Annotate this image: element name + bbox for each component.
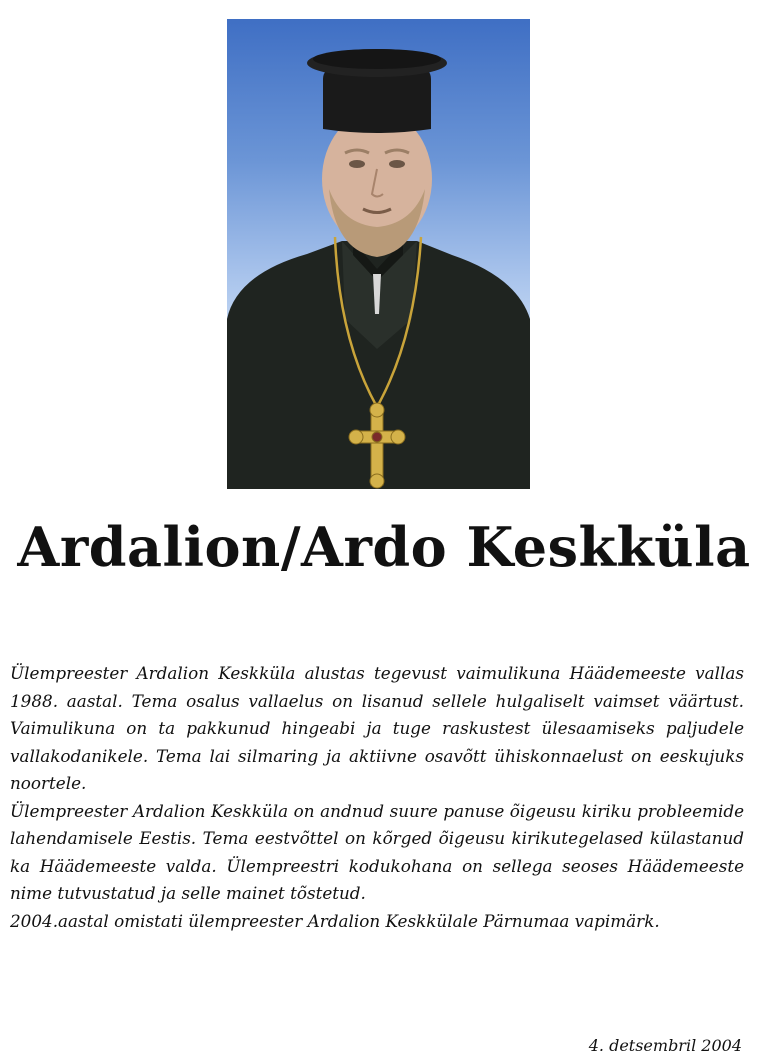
document-date: 4. detsembril 2004 xyxy=(588,1036,742,1055)
biography-text xyxy=(10,660,744,935)
biography-paragraph: Ülempreester Ardalion Keskküla alustas tegevust vaimulikuna Häädemeeste vallas 1988. aastal. Tema osalus vallaelus on lisanud sellele hulgaliselt vaimset väärtust. Vaimulikuna on ta pakkunud hingeabi ja tuge raskustest ülesaamiseks paljudele vallakodanikele. Tema lai silmaring ja aktiivne osavõtt ühiskonnaelust on eeskujuks noortele. xyxy=(10,663,744,793)
portrait-photo xyxy=(227,19,530,489)
biography-paragraph: Ülempreester Ardalion Keskküla on andnud suure panuse õigeusu kiriku probleemide lahendamisele Eestis. Tema eestvõttel on kõrged õigeusu kirikutegelased külastanud ka Häädemeeste valda. Ülempreestri kodukohana on sellega seoses Häädemeeste nime tutvustatud ja selle mainet tõstetud. xyxy=(10,800,744,903)
biography-paragraph: 2004.aastal omistati ülempreester Ardalion Keskkülale Pärnumaa vapimärk. xyxy=(10,910,660,931)
person-name-heading: Ardalion/Ardo Keskküla xyxy=(17,515,751,579)
priest-portrait-icon xyxy=(227,19,530,489)
